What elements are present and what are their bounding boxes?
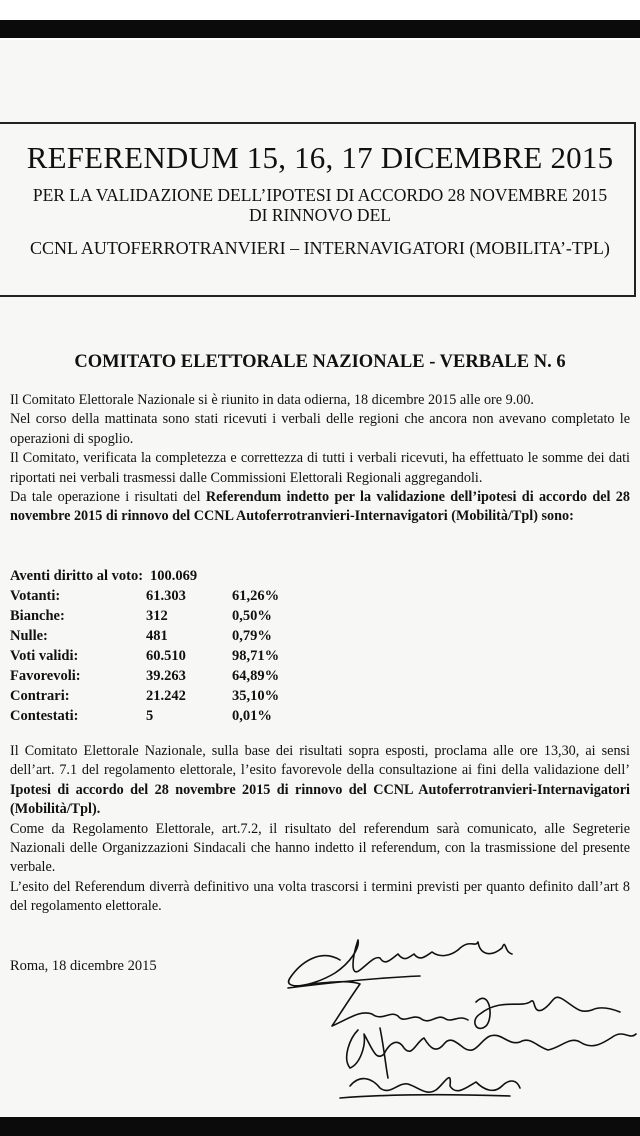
result-value: 61.303: [146, 588, 186, 604]
result-label: Voti validi:: [10, 648, 79, 664]
document-title: REFERENDUM 15, 16, 17 DICEMBRE 2015: [26, 140, 614, 175]
subtitle-line-1: PER LA VALIDAZIONE DELL’IPOTESI DI ACCORDO 28 NOVEMBRE 2015: [32, 185, 608, 205]
result-label: Nulle:: [10, 628, 48, 644]
outcome-p1-bold: Ipotesi di accordo del 28 novembre 2015 di rinnovo del CCNL Autoferrotranvieri-Internavigatori (Mobilità/Tpl).: [10, 781, 630, 818]
intro-line-3: Il Comitato, verificata la completezza e correttezza di tutti i verbali ricevuti, ha effettuato le somme dei dati riportati nei verbali trasmessi dalle Commissioni Elettorali Regionali aggregandoli.: [10, 450, 630, 486]
committee-heading: COMITATO ELETTORALE NAZIONALE - VERBALE N. 6: [74, 352, 566, 372]
result-label: Favorevoli:: [10, 668, 81, 684]
intro-line-1: Il Comitato Elettorale Nazionale si è riunito in data odierna, 18 dicembre 2015 alle ore 9.00.: [10, 392, 534, 408]
bottom-black-band: [0, 1117, 640, 1136]
results-row: [10, 668, 310, 688]
intro-line-2: Nel corso della mattinata sono stati ricevuti i verbali delle regioni che ancora non avevano completato le operazioni di spoglio.: [10, 411, 630, 447]
result-value: 60.510: [146, 648, 186, 664]
results-row: [10, 708, 310, 728]
results-row-eligible: [10, 568, 310, 588]
result-value: 312: [146, 608, 168, 624]
top-bar: [0, 0, 640, 40]
results-row: [10, 688, 310, 708]
result-value: 39.263: [146, 668, 186, 684]
result-percent: 0,79%: [232, 628, 272, 644]
eligible-label: Aventi diritto al voto:: [10, 568, 144, 584]
results-row: [10, 608, 310, 628]
results-row: [10, 648, 310, 668]
result-label: Bianche:: [10, 608, 65, 624]
result-percent: 98,71%: [232, 648, 280, 664]
result-label: Contestati:: [10, 708, 79, 724]
result-percent: 0,01%: [232, 708, 272, 724]
result-label: Contrari:: [10, 688, 70, 704]
outcome-p1-plain: Il Comitato Elettorale Nazionale, sulla base dei risultati sopra esposti, proclama alle ore 13,30, ai sensi dell’art. 7.1 del regolamento elettorale, l’esito favorevole della consultazione ai fini della validazione dell’: [10, 743, 630, 779]
result-percent: 35,10%: [232, 688, 280, 704]
eligible-value: 100.069: [150, 568, 198, 584]
place-date: Roma, 18 dicembre 2015: [10, 958, 157, 974]
result-value: 481: [146, 628, 168, 644]
result-value: 5: [146, 708, 154, 724]
results-row: [10, 588, 310, 608]
outcome-paragraph-1: [10, 742, 630, 820]
results-row: [10, 628, 310, 648]
result-label: Votanti:: [10, 588, 61, 604]
top-black-band: [0, 20, 640, 38]
intro-line-4: [10, 488, 630, 527]
outcome-paragraph-3: L’esito del Referendum diverrà definitivo una volta trascorsi i termini previsti per quanto definito dall’art 8 del regolamento elettorale.: [10, 878, 630, 915]
intro-paragraphs: [10, 391, 630, 527]
result-percent: 0,50%: [232, 608, 272, 624]
handwritten-signatures: [280, 918, 640, 1118]
result-value: 21.242: [146, 688, 186, 704]
intro-line-4-plain: Da tale operazione i risultati del: [10, 489, 206, 506]
outcome-paragraphs: [10, 742, 630, 917]
subtitle-line-2: DI RINNOVO DEL: [249, 205, 391, 225]
result-percent: 64,89%: [232, 668, 280, 684]
outcome-paragraph-2: Come da Regolamento Elettorale, art.7.2, il risultato del referendum sarà comunicato, alle Segreterie Nazionali delle Organizzazioni Sindacali che hanno indetto il referendum, con la trasmissione del presente verbale.: [10, 820, 630, 876]
intro-line-4-bold: Referendum indetto per la validazione dell’ipotesi di accordo del 28 novembre 2015 di rinnovo del CCNL Autoferrotranvieri-Internavigatori (Mobilità/Tpl) sono:: [10, 489, 630, 525]
subtitle-line-3: CCNL AUTOFERROTRANVIERI – INTERNAVIGATORI (MOBILITA’-TPL): [30, 238, 610, 258]
result-percent: 61,26%: [232, 588, 280, 604]
